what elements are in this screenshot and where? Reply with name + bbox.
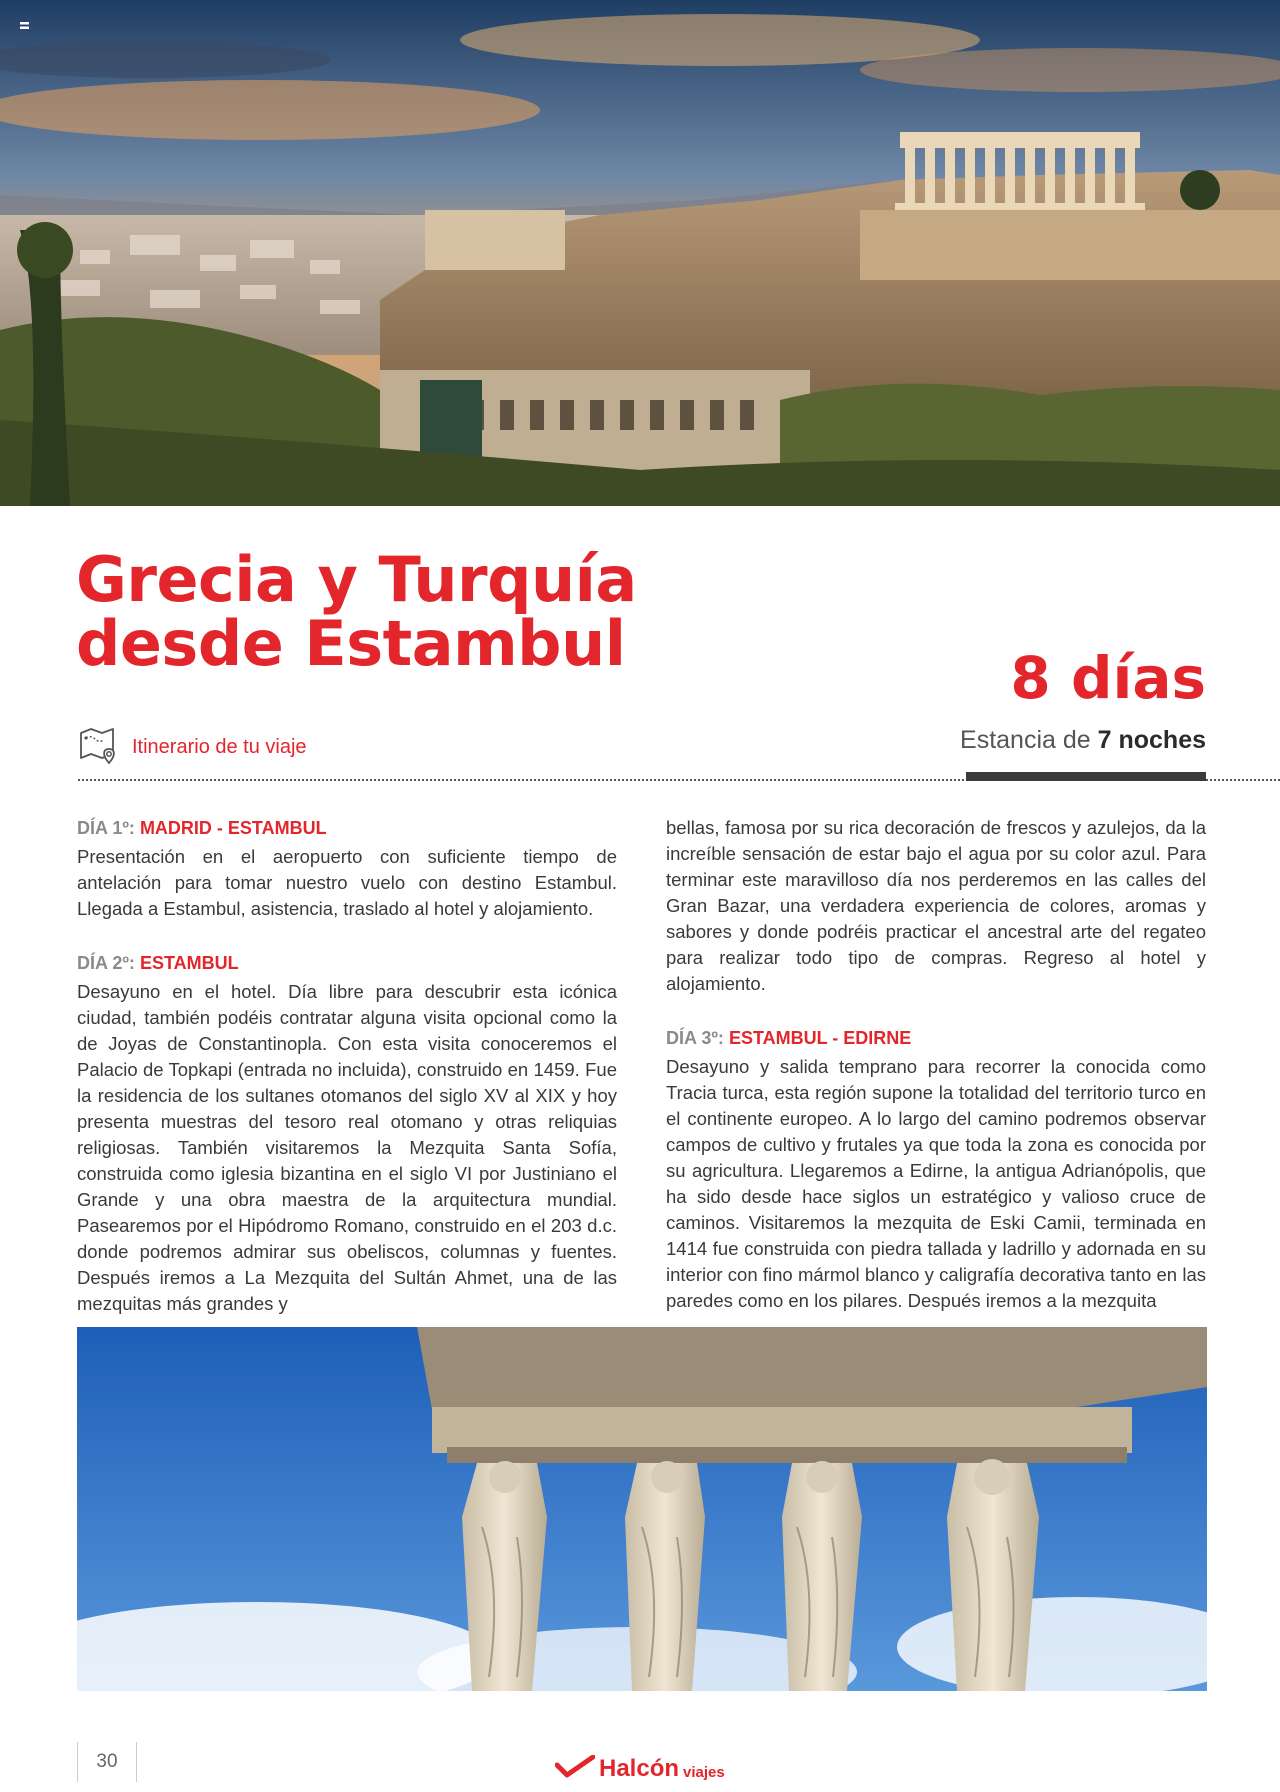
flag-icon <box>20 22 29 29</box>
itinerary-column-right <box>666 815 1206 1342</box>
logo-brand-text: Halcón <box>599 1755 680 1782</box>
day-1-label: DÍA 1º: <box>77 818 135 838</box>
day-2-title <box>77 950 617 976</box>
day-3-body: Desayuno y salida temprano para recorrer la conocida como Tracia turca, esta región supone la totalidad del territorio turco en el continente europeo. A lo largo del camino podremos observar campos de cultivo y frutales ya que toda la zona es conocida por su agricultura. Llegaremos a Edirne, la antigua Adrianópolis, que ha sido desde hace siglos un estratégico y valioso cruce de caminos. Visitaremos la mezquita de Eski Camii, terminada en 1414 fue construida con piedra tallada y ladrillo y adornada en su interior con fino mármol blanco y caligrafía decorativa tanto en las paredes como en los pilares. Después iremos a la mezquita <box>666 1056 1206 1311</box>
page-title <box>76 543 637 680</box>
itinerary-label: Itinerario de tu viaje <box>132 735 307 758</box>
checkmark-logo-icon <box>555 1755 595 1784</box>
itinerary-heading <box>78 725 307 769</box>
day-3-route: ESTAMBUL - EDIRNE <box>728 1028 912 1048</box>
logo-sub-text: viajes <box>683 1763 725 1781</box>
title-line-2: desde Estambul <box>76 607 626 680</box>
day-2-body-continued: bellas, famosa por su rica decoración de frescos y azulejos, da la increíble sensación de estar bajo el agua por su color azul. Para terminar este maravilloso día nos perderemos en las calles del Gran Bazar, una verdadera experiencia de colores, aromas y sabores y donde podréis practicar el ancestral arte del regateo para realizar todo tipo de compras. Regreso al hotel y alojamiento. <box>666 817 1206 994</box>
day-1-body: Presentación en el aeropuerto con suficiente tiempo de antelación para tomar nuestro vuelo con destino Estambul. Llegada a Estambul, asistencia, traslado al hotel y alojamiento. <box>77 846 617 919</box>
itinerary-column-left <box>77 815 617 1345</box>
map-pin-icon <box>78 724 120 771</box>
day-3-label: DÍA 3º: <box>666 1028 724 1048</box>
stay-prefix: Estancia de <box>960 726 1091 754</box>
title-line-1: Grecia y Turquía <box>76 543 637 616</box>
day-2-body: Desayuno en el hotel. Día libre para descubrir esta icónica ciudad, también podéis contratar alguna visita opcional como la de Joyas de Constantinopla. Con esta visita conoceremos el Palacio de Topkapi (entrada no incluida), construido en 1459. Fue la residencia de los sultanes otomanos del siglo XV al XIX y hoy presenta muestras del tesoro real otomano y otras reliquias religiosas. También visitaremos la Mezquita Santa Sofía, construida como iglesia bizantina en el siglo VI por Justiniano el Grande y una obra maestra de la arquitectura mundial. Pasearemos por el Hipódromo Romano, construido en el 203 d.c. donde podremos admirar sus obeliscos, columnas y fuentes. Después iremos a La Mezquita del Sultán Ahmet, una de las mezquitas más grandes y <box>77 981 617 1314</box>
stay-length <box>960 726 1206 755</box>
day-1-route: MADRID - ESTAMBUL <box>139 818 327 838</box>
halcon-logo <box>555 1754 725 1784</box>
day-1-title <box>77 815 617 841</box>
page-number: 30 <box>77 1742 137 1782</box>
day-2-route: ESTAMBUL <box>139 953 239 973</box>
caryatids-photo <box>77 1327 1207 1691</box>
hero-photo-acropolis <box>0 0 1280 506</box>
duration-days: 8 días <box>1010 644 1206 712</box>
day-2-label: DÍA 2º: <box>77 953 135 973</box>
accent-bar <box>966 772 1206 781</box>
stay-nights: 7 noches <box>1097 726 1206 754</box>
day-3-title <box>666 1025 1206 1051</box>
